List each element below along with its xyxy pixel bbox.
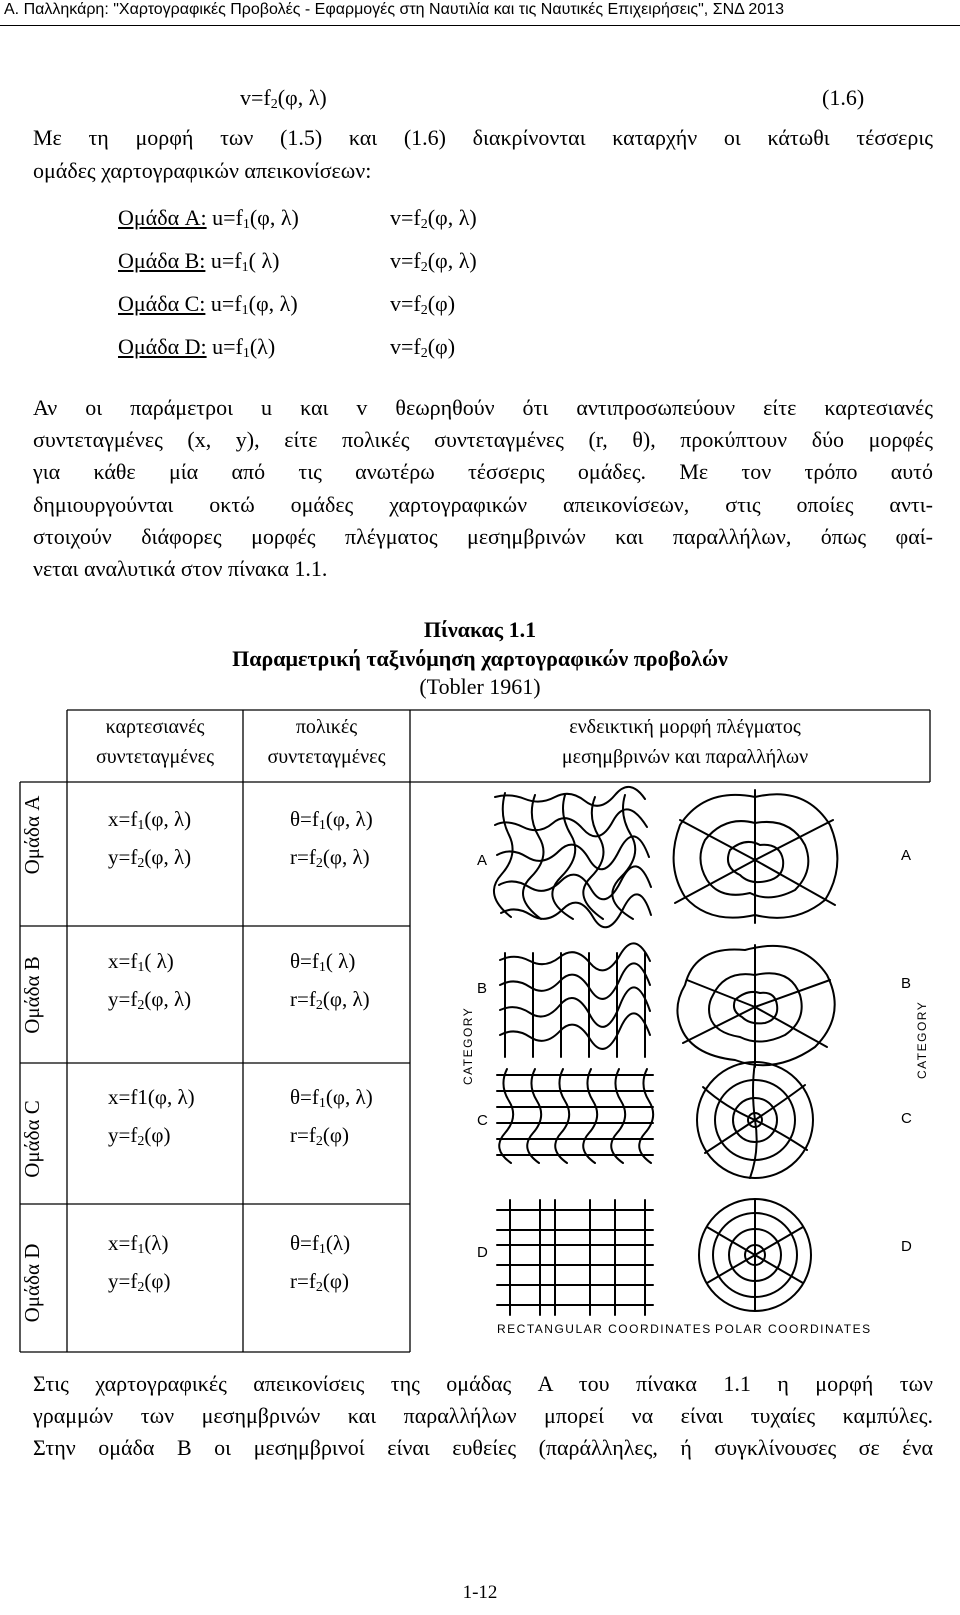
table-caption: Πίνακας 1.1: [423, 617, 537, 642]
grid-b-polar: [677, 945, 834, 1067]
grid-a-rect: [494, 787, 651, 927]
fig-category-left: CATEGORY: [461, 1006, 475, 1085]
fig-category-right: CATEGORY: [915, 1000, 929, 1079]
body-paragraph: Αν οι παράμετροι u και v θεωρηθούν ότι αντιπροσωπεύουν είτε καρτεσιανές συντεταγμένες (x, y), είτε πολικές συντεταγμένες (r, θ), προκύπτουν δύο μορφές για κάθε μία από τις ανωτέρω τέσσερις ομάδες. Με τον τρόπο αυτό δημιουργούνται οκτώ ομάδες χαρτογραφικών απεικονίσεων, στις οποίες αντι- στοιχούν διάφορες μορφές πλέγματος μεσημβρινών και παραλλήλων, όπως φαί- νεται αναλυτικά στον πίνακα 1.1.: [33, 395, 933, 582]
running-header: Α. Παλληκάρη: "Χαρτογραφικές Προβολές - Εφαρμογές στη Ναυτιλία και τις Ναυτικές Επιχειρήσεις", ΣΝΔ 2013: [4, 1, 784, 18]
grid-d-rect: [497, 1200, 653, 1315]
page-number: 1-12: [462, 1582, 498, 1603]
fig-letter-a-right: A: [901, 847, 912, 864]
cell-b-cartesian: $x=f_1$( λ) $y=f_2(\varphi$, λ): [108, 949, 192, 1013]
grid-a-polar: [674, 790, 838, 923]
col-header-cartesian: καρτεσιανές συντεταγμένες: [96, 716, 214, 768]
table-title: Παραμετρική ταξινόμηση χαρτογραφικών προβολών: [232, 646, 728, 671]
col-header-polar: πολικές συντεταγμένες: [267, 716, 386, 768]
fig-letter-c-left: C: [477, 1112, 488, 1129]
cell-a-cartesian: $x=f_1(\varphi$, λ) $y=f_2(\varphi$, λ): [108, 807, 192, 871]
table-source: (Tobler 1961): [419, 674, 541, 699]
cell-c-cartesian: x=f1(φ, λ) $y=f_2(\varphi)$: [108, 1085, 195, 1149]
fig-polar-label: POLAR COORDINATES: [715, 1322, 872, 1336]
cell-d-polar: $\theta=f_1(\lambda)$ $r=f_2(\varphi)$: [290, 1231, 351, 1295]
grid-d-polar: [699, 1199, 811, 1311]
cell-a-polar: $\theta=f_1(\varphi$, λ) $r=f_2(\varphi$, λ): [290, 807, 373, 871]
row-label-c: Ομάδα C: [20, 1100, 44, 1178]
row-label-a: Ομάδα A: [20, 795, 44, 875]
group-a-v: $v=f_2(\varphi$, λ): [390, 205, 477, 232]
col-header-grid: ενδεικτική μορφή πλέγματος μεσημβρινών και παραλλήλων: [561, 716, 809, 768]
row-label-b: Ομάδα B: [20, 956, 44, 1034]
fig-letter-b-right: B: [901, 975, 912, 992]
group-b-v: $v=f_2(\varphi$, λ): [390, 248, 477, 275]
row-label-d: Ομάδα D: [20, 1243, 44, 1323]
cell-c-polar: $\theta=f_1(\varphi$, λ) $r=f_2(\varphi)$: [290, 1085, 373, 1149]
grid-b-rect: [500, 943, 650, 1057]
equation-1-6: $v=f_2(\varphi$, λ): [240, 85, 327, 112]
group-b-row: Ομάδα B: $u=f_1$( λ): [118, 248, 280, 275]
fig-letter-b-left: B: [477, 980, 488, 997]
group-c-v: $v=f_2(\varphi)$: [390, 291, 456, 318]
grid-c-polar: [697, 1062, 813, 1178]
equation-label: (1.6): [822, 85, 865, 110]
closing-paragraph: Στις χαρτογραφικές απεικονίσεις της ομάδας A του πίνακα 1.1 η μορφή των γραμμών των μεσημβρινών και παραλλήλων μπορεί να είναι τυχαίες καμπύλες. Στην ομάδα B οι μεσημβρινοί είναι ευθείες (παράλληλες, ή συγκλίνουσες σε ένα: [33, 1371, 933, 1461]
grid-illustration: [455, 785, 945, 1355]
fig-letter-c-right: C: [901, 1110, 912, 1127]
grid-c-rect: [497, 1069, 653, 1163]
fig-letter-a-left: A: [477, 852, 488, 869]
intro-line-1: Με τη μορφή των (1.5) και (1.6) διακρίνονται καταρχήν οι κάτωθι τέσσερις: [33, 125, 933, 150]
group-d-v: $v=f_2(\varphi)$: [390, 334, 456, 361]
intro-line-2: ομάδες χαρτογραφικών απεικονίσεων:: [33, 158, 372, 183]
fig-letter-d-right: D: [901, 1238, 912, 1255]
group-a-row: Ομάδα A: $u=f_1(\varphi$, λ): [118, 205, 299, 232]
fig-rect-label: RECTANGULAR COORDINATES: [497, 1322, 712, 1336]
group-c-row: Ομάδα C: $u=f_1(\varphi$, λ): [118, 291, 298, 318]
cell-d-cartesian: $x=f_1(\lambda)$ $y=f_2(\varphi)$: [108, 1231, 171, 1295]
cell-b-polar: $\theta=f_1$( λ) $r=f_2(\varphi$, λ): [290, 949, 370, 1013]
fig-letter-d-left: D: [477, 1244, 488, 1261]
group-d-row: Ομάδα D: $u=f_1(\lambda)$: [118, 334, 276, 361]
